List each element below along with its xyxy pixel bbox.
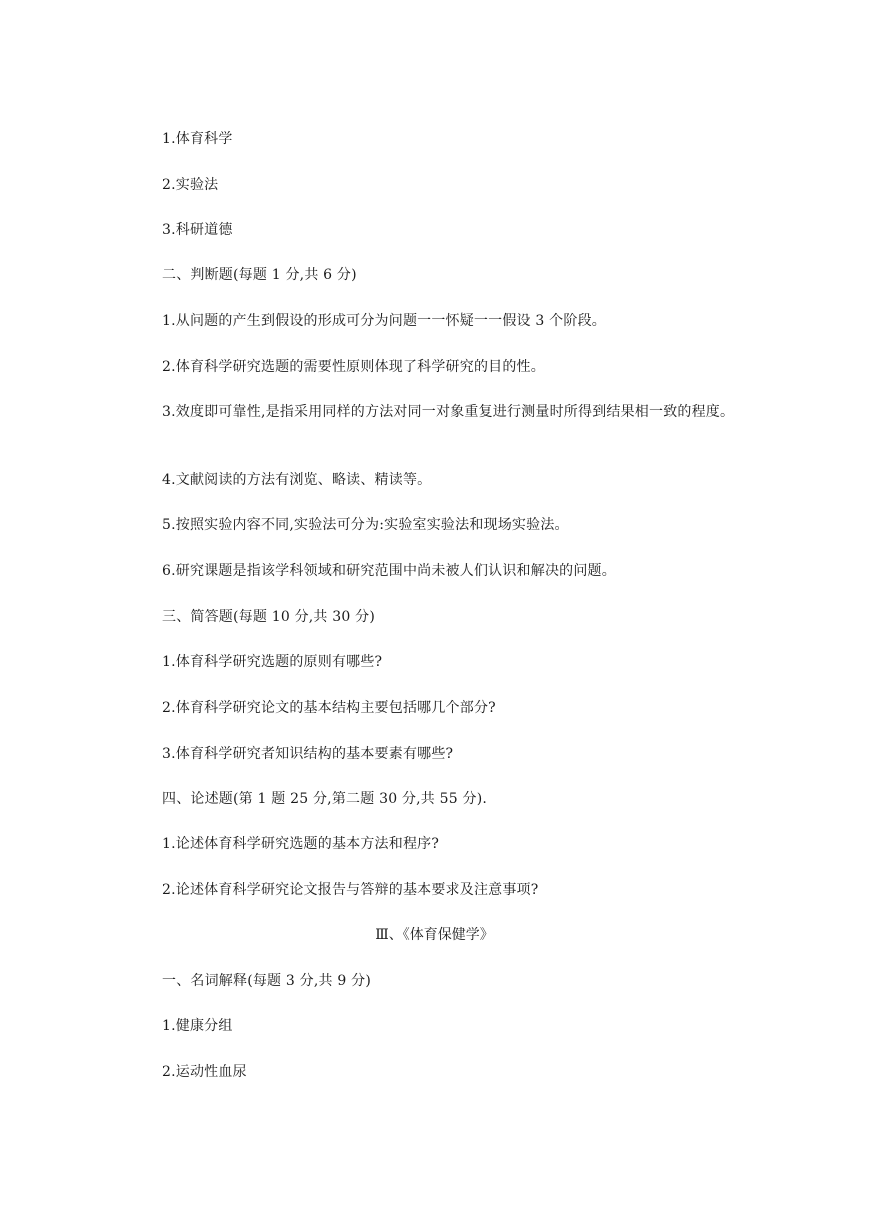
- section-heading-short-answer: 三、简答题(每题 10 分,共 30 分): [162, 609, 376, 625]
- tf-item-4: 4.文献阅读的方法有浏览、略读、精读等。: [162, 472, 432, 488]
- term-sports-science: 1.体育科学: [162, 131, 233, 147]
- tf-item-6: 6.研究课题是指该学科领域和研究范围中尚未被人们认识和解决的问题。: [162, 563, 616, 579]
- term-research-ethics: 3.科研道德: [162, 222, 233, 238]
- essay-item-2: 2.论述体育科学研究论文报告与答辩的基本要求及注意事项?: [162, 882, 539, 898]
- term-health-grouping: 1.健康分组: [162, 1018, 233, 1034]
- section-heading-true-false: 二、判断题(每题 1 分,共 6 分): [162, 267, 357, 283]
- term-exercise-hematuria: 2.运动性血尿: [162, 1064, 247, 1080]
- tf-item-2: 2.体育科学研究选题的需要性原则体现了科学研究的目的性。: [162, 359, 545, 375]
- short-answer-item-2: 2.体育科学研究论文的基本结构主要包括哪几个部分?: [162, 700, 496, 716]
- short-answer-item-3: 3.体育科学研究者知识结构的基本要素有哪些?: [162, 746, 454, 762]
- tf-item-3: 3.效度即可靠性,是指采用同样的方法对同一对象重复进行测量时所得到结果相一致的程度。: [162, 404, 735, 420]
- short-answer-item-1: 1.体育科学研究选题的原则有哪些?: [162, 654, 383, 670]
- tf-item-5: 5.按照实验内容不同,实验法可分为:实验室实验法和现场实验法。: [162, 517, 569, 533]
- essay-item-1: 1.论述体育科学研究选题的基本方法和程序?: [162, 836, 440, 852]
- term-experimental-method: 2.实验法: [162, 177, 219, 193]
- section-heading-essay: 四、论述题(第 1 题 25 分,第二题 30 分,共 55 分).: [162, 791, 488, 807]
- section-heading-definitions: 一、名词解释(每题 3 分,共 9 分): [162, 973, 371, 989]
- part-title-sports-health: Ⅲ、《体育保健学》: [375, 927, 494, 943]
- tf-item-1: 1.从问题的产生到假设的形成可分为问题一一怀疑一一假设 3 个阶段。: [162, 313, 606, 329]
